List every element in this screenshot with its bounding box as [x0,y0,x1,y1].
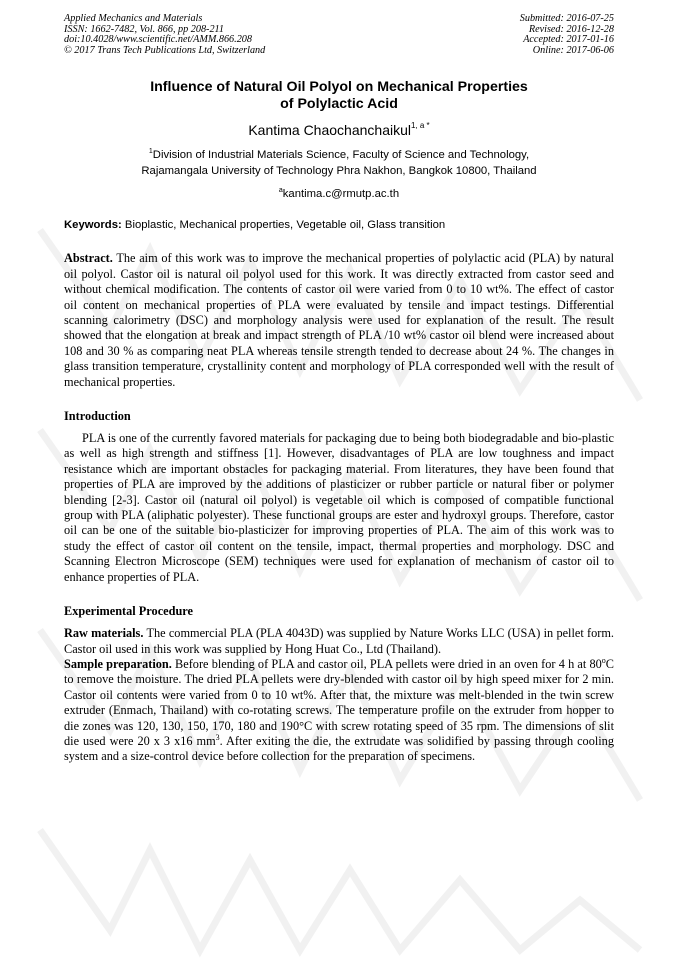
abstract-text: The aim of this work was to improve the mechanical properties of polylactic acid (PLA) by natural oil polyol. Castor oil is natural oil polyol used for this work. It was directly extracted from castor seed and without chemical modification. The contents of castor oil were varied from 0 to 10 wt%. The effect of castor oil content on mechanical properties of PLA were evaluated by tensile and impact testings. Differential scanning calorimetry (DSC) and morphology analysis were used for explanation of the result. The result showed that the elongation at break and impact strength of PLA /10 wt% castor oil blend were increased about 108 and 30 % as comparing neat PLA whereas tensile strength tended to decrease about 24 %. The changes in glass transition temperature, crystallinity content and morphology of PLA corresponded well with the result of mechanical properties. [64,251,614,389]
sample-preparation-text-c: . After exiting the die, the extrudate was solidified by passing through cooling system and a size-control device before collection for the preparation of specimens. [64,733,614,764]
degree-superscript: o [601,655,606,665]
date-submitted: Submitted: 2016-07-25 [519,13,614,24]
email-superscript: a [278,187,283,195]
journal-issn: ISSN: 1662-7482, Vol. 866, pp 208-211 [64,23,224,35]
paper-title [64,79,614,113]
title-line-1: Influence of Natural Oil Polyol on Mechanical Properties [150,79,528,96]
affiliation-line-2: Rajamangala University of Technology Phra Nakhon, Bangkok 10800, Thailand [141,164,537,177]
email-address: kantima.c@rmutp.ac.th [282,188,400,201]
raw-materials-label: Raw materials. [64,626,144,641]
keywords-text: Bioplastic, Mechanical properties, Vegetable oil, Glass transition [121,219,446,232]
cubic-superscript: 3 [215,732,220,742]
raw-materials-paragraph [64,626,614,657]
paper-page [64,14,614,765]
affiliation-superscript: 1 [148,148,153,156]
date-accepted: Accepted: 2017-01-16 [523,34,614,46]
sample-preparation-label: Sample preparation. [64,656,172,671]
keywords-label: Keywords: [64,219,122,232]
author-superscript: 1, a * [410,121,430,131]
journal-info [64,14,265,56]
experimental-heading: Experimental Procedure [64,604,193,619]
abstract-label: Abstract. [64,251,113,266]
sample-preparation-text-a: Before blending of PLA and castor oil, PLA pellets were dried in an oven for 4 h at 80 [171,656,602,671]
keywords [64,218,614,233]
submission-dates [520,14,614,56]
sample-preparation-paragraph [64,657,614,765]
title-line-2: of Polylactic Acid [280,96,398,113]
date-online: Online: 2017-06-06 [532,44,614,56]
journal-copyright: © 2017 Trans Tech Publications Ltd, Switzerland [64,44,266,56]
author-email [64,183,614,202]
raw-materials-text: The commercial PLA (PLA 4043D) was supplied by Nature Works LLC (USA) in pellet form. Castor oil used in this work was supplied by Hong Huat Co., Ltd (Thailand). [64,626,614,656]
introduction-heading: Introduction [64,409,131,424]
journal-header [64,14,614,56]
introduction-paragraph: PLA is one of the currently favored materials for packaging due to being both biodegradable and bio-plastic as well as high strength and stiffness [1]. However, disadvantages of PLA are low toughness and impact resistance which are important obstacles for packaging material. From literatures, they have been found that properties of PLA are improved by the additions of plasticizer or rubber particle or natural fiber or polymer blending [2-3]. Castor oil (natural oil polyol) is vegetable oil which is composed of compatible functional group with PLA (aliphatic polyester). These functional groups are ester and hydroxyl groups. Therefore, castor oil can be one of the suitable bio-plasticizer for improving properties of PLA. The aim of this work was to study the effect of castor oil content on the tensile, impact, thermal properties and morphology. DSC and Scanning Electron Microscope (SEM) techniques were used for explanation of mechanism of castor oil to enhance properties of PLA. [64,431,614,584]
abstract [64,251,614,390]
affiliation-line-1: Division of Industrial Materials Science, Faculty of Science and Technology, [152,149,530,162]
journal-name: Applied Mechanics and Materials [64,13,203,24]
affiliation [64,144,614,179]
date-revised: Revised: 2016-12-28 [528,23,614,35]
author-name: Kantima Chaochanchaikul [248,122,411,139]
journal-doi: doi:10.4028/www.scientific.net/AMM.866.208 [64,34,252,46]
sample-preparation-text-b: C to remove the moisture. The dried PLA pellets were dry-blended with castor oil by high speed mixer for 2 min. Castor oil contents were varied from 0 to 10 wt%. After that, the mixture was melt-blended in the twin screw extruder (Enmach, Thailand) with co-rotating screws. The temperature profile on the extruder from hopper to die zones was 120, 130, 150, 170, 180 and 190°C with screw rotating speed of 35 rpm. The dimensions of slit die used were 20 x 3 x16 mm [64,656,614,748]
author-line [64,117,614,139]
